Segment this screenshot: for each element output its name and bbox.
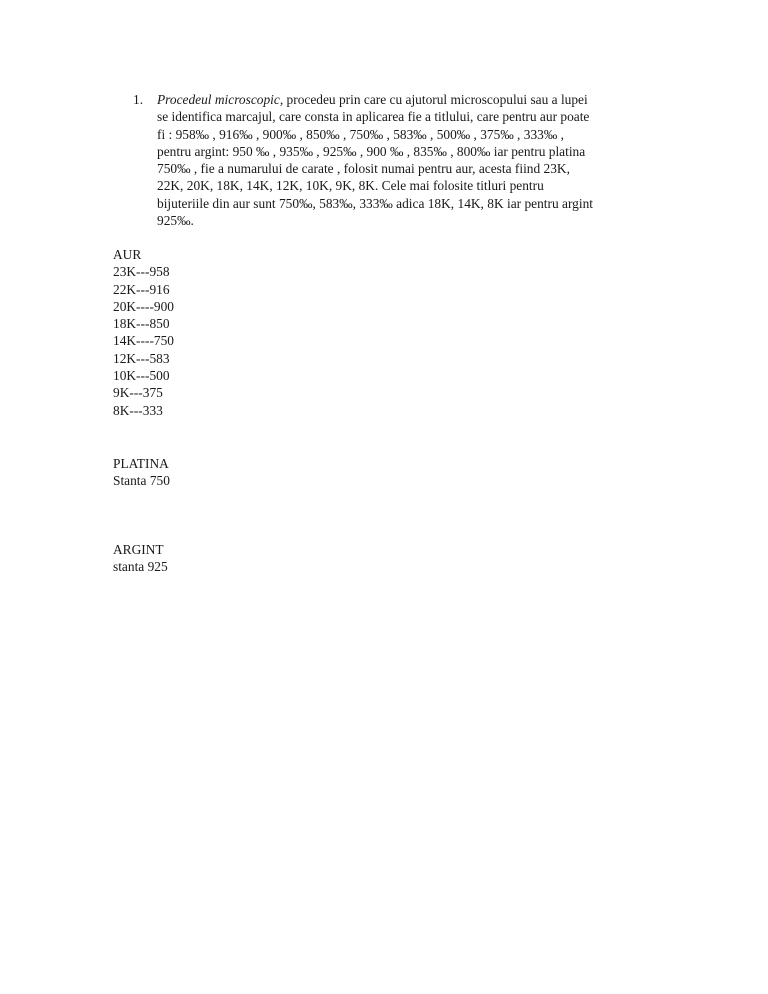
karat-row: 23K---958 — [113, 264, 170, 280]
italic-term: Procedeul microscopic, — [157, 92, 284, 107]
argint-stamp: stanta 925 — [113, 559, 168, 575]
karat-row: 8K---333 — [113, 402, 163, 418]
argint-section — [113, 541, 168, 576]
platina-stamp: Stanta 750 — [113, 473, 170, 489]
karat-row: 18K---850 — [113, 316, 170, 332]
platina-section — [113, 455, 170, 490]
karat-row: 20K----900 — [113, 298, 174, 314]
paragraph-line: fi : 958‰ , 916‰ , 900‰ , 850‰ , 750‰ , 583‰ , 500‰ , 375‰ , 333‰ , — [157, 126, 564, 142]
aur-heading: AUR — [113, 247, 142, 262]
paragraph-line: 22K, 20K, 18K, 14K, 12K, 10K, 9K, 8K. Cele mai folosite titluri pentru — [157, 178, 544, 194]
aur-section — [113, 246, 174, 419]
karat-row: 12K---583 — [113, 350, 170, 366]
paragraph-line — [157, 91, 657, 108]
karat-row: 9K---375 — [113, 385, 163, 401]
platina-heading: PLATINA — [113, 456, 169, 471]
list-item-body — [157, 91, 657, 229]
karat-row: 22K---916 — [113, 281, 170, 297]
paragraph-line: se identifica marcajul, care consta in aplicarea fie a titlului, care pentru aur poate — [157, 109, 590, 125]
paragraph-line: 750‰ , fie a numarului de carate , folosit numai pentru aur, acesta fiind 23K, — [157, 161, 570, 177]
argint-heading: ARGINT — [113, 542, 164, 557]
paragraph-line: pentru argint: 950 ‰ , 935‰ , 925‰ , 900 ‰ , 835‰ , 800‰ iar pentru platina — [157, 143, 586, 159]
paragraph-line: 925‰. — [157, 213, 194, 229]
paragraph-line: bijuteriile din aur sunt 750‰, 583‰, 333‰ adica 18K, 14K, 8K iar pentru argint — [157, 195, 593, 211]
paragraph-text: procedeu prin care cu ajutorul microscopului sau a lupei — [283, 92, 588, 107]
list-number: 1. — [133, 92, 144, 107]
karat-row: 10K---500 — [113, 368, 170, 384]
karat-row: 14K----750 — [113, 333, 174, 349]
